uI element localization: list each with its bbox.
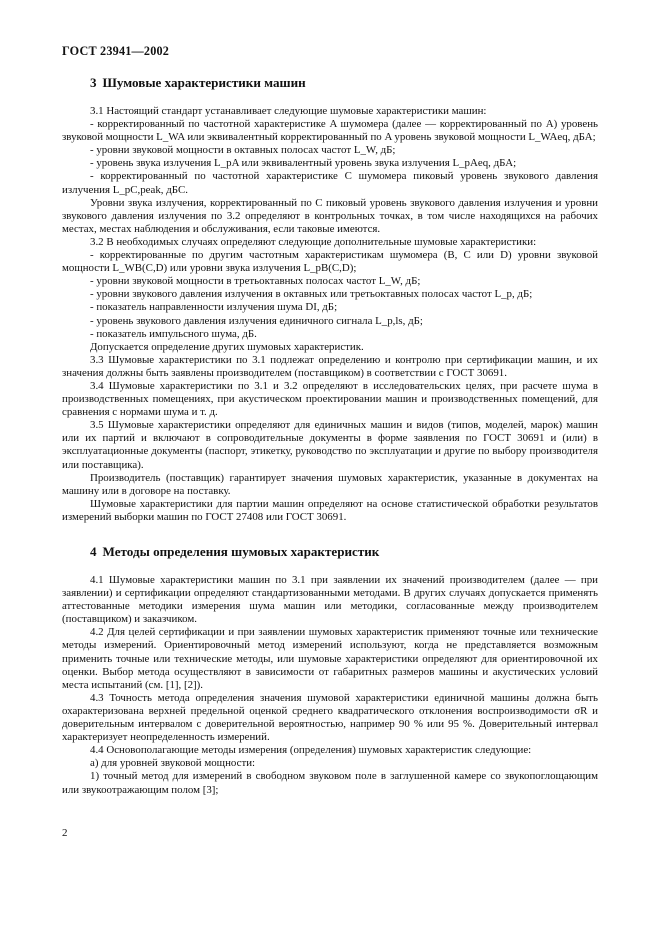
paragraph-3-4: 3.4 Шумовые характеристики по 3.1 и 3.2 определяют в исследовательских целях, при расчете шума в производственных помещениях, при акустическом проектировании машин и производственных помещений, для сравнения с нормами шума и т. д. xyxy=(62,379,598,419)
paragraph-3-2-g: Допускается определение других шумовых характеристик. xyxy=(90,340,364,353)
paragraph-3-5: 3.5 Шумовые характеристики определяют для единичных машин и видов (типов, моделей, марок) машин или их партий и включают в сопроводительные документы в форме заявления по ГОСТ 30691 и (или) в эксплуатационные документы (паспорт, этикетку, руководство по эксплуатации и другие по выбору производителя или поставщика). xyxy=(62,419,598,471)
section-4-heading xyxy=(90,544,598,560)
paragraph-3-2-c: - уровни звукового давления излучения в октавных или третьоктавных полосах частот L_p, дБ; xyxy=(90,288,533,301)
paragraph-4-1: 4.1 Шумовые характеристики машин по 3.1 при заявлении их значений производителем (далее — при заявлении) и сертификации определяют стандартизованными методами. В других случаях допускается применять аттестованные методики измерения шума машин или методики, согласованные между производителем (поставщиком) и заказчиком. xyxy=(62,574,598,626)
paragraph-4-3: 4.3 Точность метода определения значения шумовой характеристики единичной машины должна быть охарактеризована верхней предельной оценкой среднего квадратического отклонения воспроизводимости σR и доверительным интервалом с доверительной вероятностью, например 90 % или 95 %. Доверительный интервал характеризует неопределенность измерений. xyxy=(62,691,598,744)
paragraph-3-2-b: - уровни звуковой мощности в третьоктавных полосах частот L_W, дБ; xyxy=(90,275,421,288)
document-header: ГОСТ 23941—2002 xyxy=(62,44,170,58)
section-spacer xyxy=(62,524,598,544)
paragraph-3-1-e: Уровни звука излучения, корректированный по C пиковый уровень звукового давления излучения и уровни звукового давления излучения по 3.2 определяют в контрольных точках, в том числе находящихся на рабочих местах, местах наблюдения и обслуживания, если таковые имеются. xyxy=(62,196,598,235)
paragraph-3-2-intro: 3.2 В необходимых случаях определяют следующие дополнительные шумовые характеристики: xyxy=(90,235,537,248)
section-4-number: 4 xyxy=(90,544,97,559)
section-3-title: Шумовые характеристики машин xyxy=(102,75,306,90)
section-3-heading xyxy=(90,75,598,91)
section-3-number: 3 xyxy=(90,75,97,90)
paragraph-3-1-b: - уровни звуковой мощности в октавных полосах частот L_W, дБ; xyxy=(90,144,396,157)
paragraph-3-2-f: - показатель импульсного шума, дБ. xyxy=(90,327,257,340)
section-4-title: Методы определения шумовых характеристик xyxy=(102,544,380,559)
document-body xyxy=(62,75,598,797)
paragraph-4-2: 4.2 Для целей сертификации и при заявлении шумовых характеристик применяют точные или технические методы измерений. Ориентировочный метод измерений используют, когда не представляется возможным применить точные или технические методы, или шумовые характеристики определяют для ориентировочной их оценки. Выбор метода осуществляют в зависимости от габаритных размеров машины и акустических условий места испытаний (см. [1], [2]). xyxy=(62,626,598,691)
paragraph-3-7: Шумовые характеристики для партии машин определяют на основе статистической обработки результатов измерений выборки машин по ГОСТ 27408 или ГОСТ 30691. xyxy=(62,497,598,523)
paragraph-3-6: Производитель (поставщик) гарантирует значения шумовых характеристик, указанные в документах на машину или в договоре на поставку. xyxy=(62,471,598,497)
page-number: 2 xyxy=(62,827,68,839)
paragraph-3-2-a: - корректированные по другим частотным характеристикам шумомера (B, C или D) уровни звуковой мощности L_WB(C,D) или уровни звука излучения L_pB(C,D); xyxy=(62,249,598,275)
paragraph-3-1-a: - корректированный по частотной характеристике A шумомера (далее — корректированный по A) уровень звуковой мощности L_WA или эквивалентный корректированный по A уровень звуковой мощности L_WAeq, дБА; xyxy=(62,118,598,144)
paragraph-4-4: 4.4 Основополагающие методы измерения (определения) шумовых характеристик следующие: xyxy=(90,744,532,757)
paragraph-3-1-intro: 3.1 Настоящий стандарт устанавливает следующие шумовые характеристики машин: xyxy=(90,105,487,117)
paragraph-4-4-1: 1) точный метод для измерений в свободном звуковом поле в заглушенной камере со звукопоглощающим или звукоотражающим полом [3]; xyxy=(62,770,598,796)
paragraph-3-2-e: - уровень звукового давления излучения единичного сигнала L_p,ls, дБ; xyxy=(90,314,423,327)
paragraph-3-2-d: - показатель направленности излучения шума DI, дБ; xyxy=(90,301,338,314)
paragraph-4-4-a: а) для уровней звуковой мощности: xyxy=(90,757,256,770)
paragraph-3-3: 3.3 Шумовые характеристики по 3.1 подлежат определению и контролю при сертификации машин, и их значения должны быть заявлены производителем (поставщиком) в соответствии с ГОСТ 30691. xyxy=(62,353,598,379)
paragraph-3-1-d: - корректированный по частотной характеристике C шумомера пиковый уровень звукового давления излучения L_pC,peak, дБС. xyxy=(62,170,598,196)
paragraph-3-1-c: - уровень звука излучения L_pA или эквивалентный уровень звука излучения L_pAeq, дБА; xyxy=(90,157,517,170)
